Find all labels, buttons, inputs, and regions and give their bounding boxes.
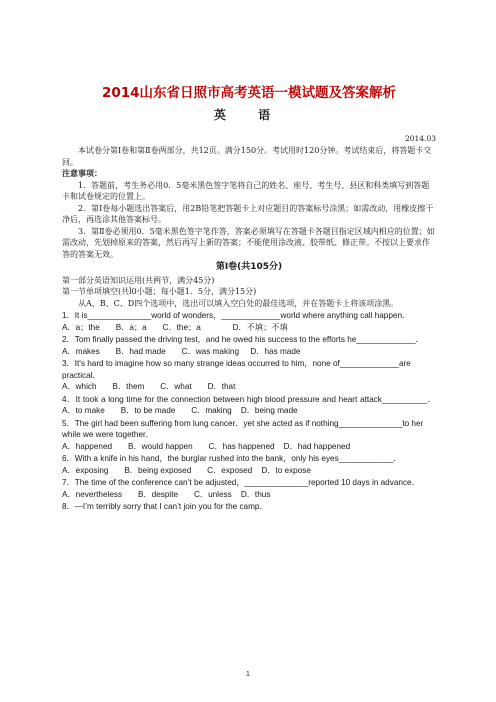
note-3: 3．第Ⅱ卷必须用0．5毫米黑色签字笔作答，答案必须填写在答题卡各题目指定区域内相应的位置；如需改动，先划掉原来的答案，然后再写上新的答案；不能使用涂改液、胶带纸、修正带。不按以上要求作答的答案无效。: [62, 226, 435, 259]
question-6: 6．With a knife in his hand，the burglar rushed into the bank，only his eyes____________．: [62, 454, 402, 463]
exam-title: 2014山东省日照市高考英语一模试题及答案解析: [101, 85, 397, 101]
note-1: 1．答题前，考生务必用0．5毫米黑色签字笔将自己的姓名、座号、考生号、县区和科类填写到答题卡和试卷规定的位置上。: [62, 180, 430, 201]
volume-heading: 第Ⅰ卷(共105分): [215, 262, 283, 272]
part-heading: 第一部分英语知识运用(共两节，满分45分): [62, 275, 215, 285]
question-4-options: A．to make B．to be made C．making D．being made: [62, 406, 298, 415]
question-6-options: A．exposing B．being exposed C．exposed D．to expose: [62, 465, 311, 475]
question-1-options: A．a；the B．a；a C．the；a D．不填；不填: [62, 322, 288, 332]
question-2-options: A．makes B．had made C．was making D．has made: [62, 346, 301, 356]
question-2: 2．Tom finally passed the driving test，and he owed his success to the efforts he_____________．: [62, 335, 424, 344]
question-3-options: A．which B．them C．what D．that: [62, 382, 236, 391]
question-4: 4．It took a long time for the connection between high blood pressure and heart attack__________．: [62, 394, 436, 404]
question-5: 5．The girl had been suffering from lung cancer．yet she acted as if nothing______________to her while we were together．: [62, 418, 424, 439]
directions: 从A、B、C、D四个选项中，选出可以填入空白处的最佳选项，并在答题卡上将该项涂黑。: [78, 298, 399, 308]
question-7: 7．The time of the conference can’t be adjusted，______________reported 10 days in advance．: [62, 478, 420, 487]
question-7-options: A．nevertheless B．despite C．unless D．thus: [62, 489, 271, 499]
question-3: 3．It's hard to imagine how so many strange ideas occurred to him，none of_____________are practical．: [62, 359, 411, 380]
notes-heading: 注意事项：: [62, 169, 102, 178]
intro-paragraph: 本试卷分第Ⅰ卷和第Ⅱ卷两部分，共12页。满分150分。考试用时120分钟。考试结束后，将答题卡交回。: [62, 146, 432, 167]
section-heading: 第一节单项填空(共l0小题；每小题1．5分，满分15分): [62, 287, 257, 296]
note-2: 2．第Ⅰ卷每小题选出答案后，用2B铅笔把答题卡上对应题目的答案标号涂黑；如需改动，用橡皮擦干净后，再选涂其他答案标号。: [62, 203, 434, 224]
page-number: 1: [246, 671, 250, 678]
document-content: [62, 84, 436, 513]
subject-heading: 英 语: [213, 108, 285, 122]
question-8: 8．—I’m terribly sorry that I can’t join you for the camp．: [62, 502, 268, 511]
exam-date: 2014.03: [404, 133, 436, 143]
question-1: 1．It is______________world of wonders，_____________world where anything call happen．: [62, 311, 411, 320]
question-5-options: A．happened B．would happen C．has happened D．had happened: [62, 441, 351, 451]
